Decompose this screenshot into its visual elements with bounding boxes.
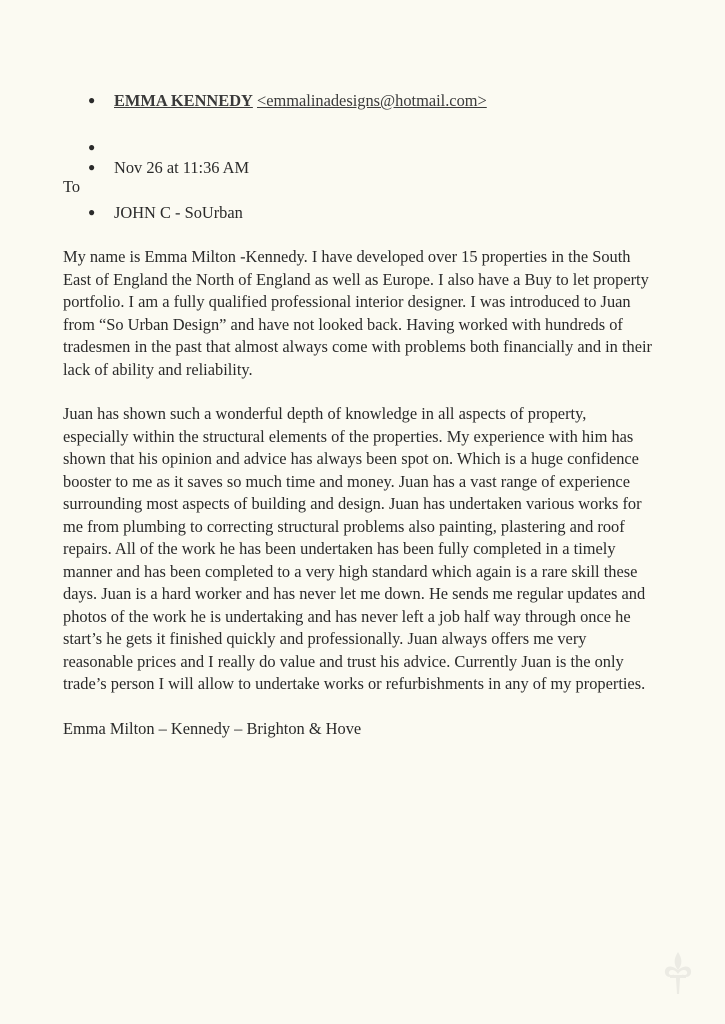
bullet-dot-icon: ● [88,205,96,219]
sender-row [88,90,487,111]
recipient-name: JOHN C - SoUrban [114,203,243,222]
empty-bullet-row [88,137,114,158]
sender-name: EMMA KENNEDY [114,91,253,110]
body-paragraph-1: My name is Emma Milton -Kennedy. I have developed over 15 properties in the South East of England the North of England as well as Europe. I also have a Buy to let property portfolio. I am a fully qualified professional interior designer. I was introduced to Juan from “So Urban Design” and have not looked back. Having worked with hundreds of tradesmen in the past that almost always come with problems both financially and in their lack of ability and reliability. [63,247,653,379]
letter-body [63,246,653,762]
recipient-row [88,202,243,223]
body-paragraph-2: Juan has shown such a wonderful depth of knowledge in all aspects of property, especially within the structural elements of the properties. My experience with him has shown that his opinion and advice has always been spot on. Which is a huge confidence booster to me as it saves so much time and money. Juan has a vast range of experience surrounding most aspects of building and design. Juan has undertaken various works for me from plumbing to correcting structural problems also painting, plastering and roof repairs. All of the work he has been undertaken has been fully completed in a timely manner and has been completed to a very high standard which again is a rare skill these days. Juan is a hard worker and has never let me down. He sends me regular updates and photos of the work he is undertaking and has never left a job half way through once he start’s he gets it finished quickly and professionally. Juan always offers me very reasonable prices and I really do value and trust his advice. Currently Juan is the only trade’s person I will allow to undertake works or refurbishments in any of my properties. [63,404,646,693]
bullet-dot-icon: ● [88,160,96,174]
bullet-dot-icon: ● [88,93,96,107]
bullet-dot-icon: ● [88,140,96,154]
sent-date: Nov 26 at 11:36 AM [114,158,250,177]
signature-line: Emma Milton – Kennedy – Brighton & Hove [63,718,362,738]
fleur-de-lis-icon [661,950,695,996]
to-label: To [63,177,81,196]
date-row [88,157,249,178]
sender-email: <emmalinadesigns@hotmail.com> [256,91,487,110]
